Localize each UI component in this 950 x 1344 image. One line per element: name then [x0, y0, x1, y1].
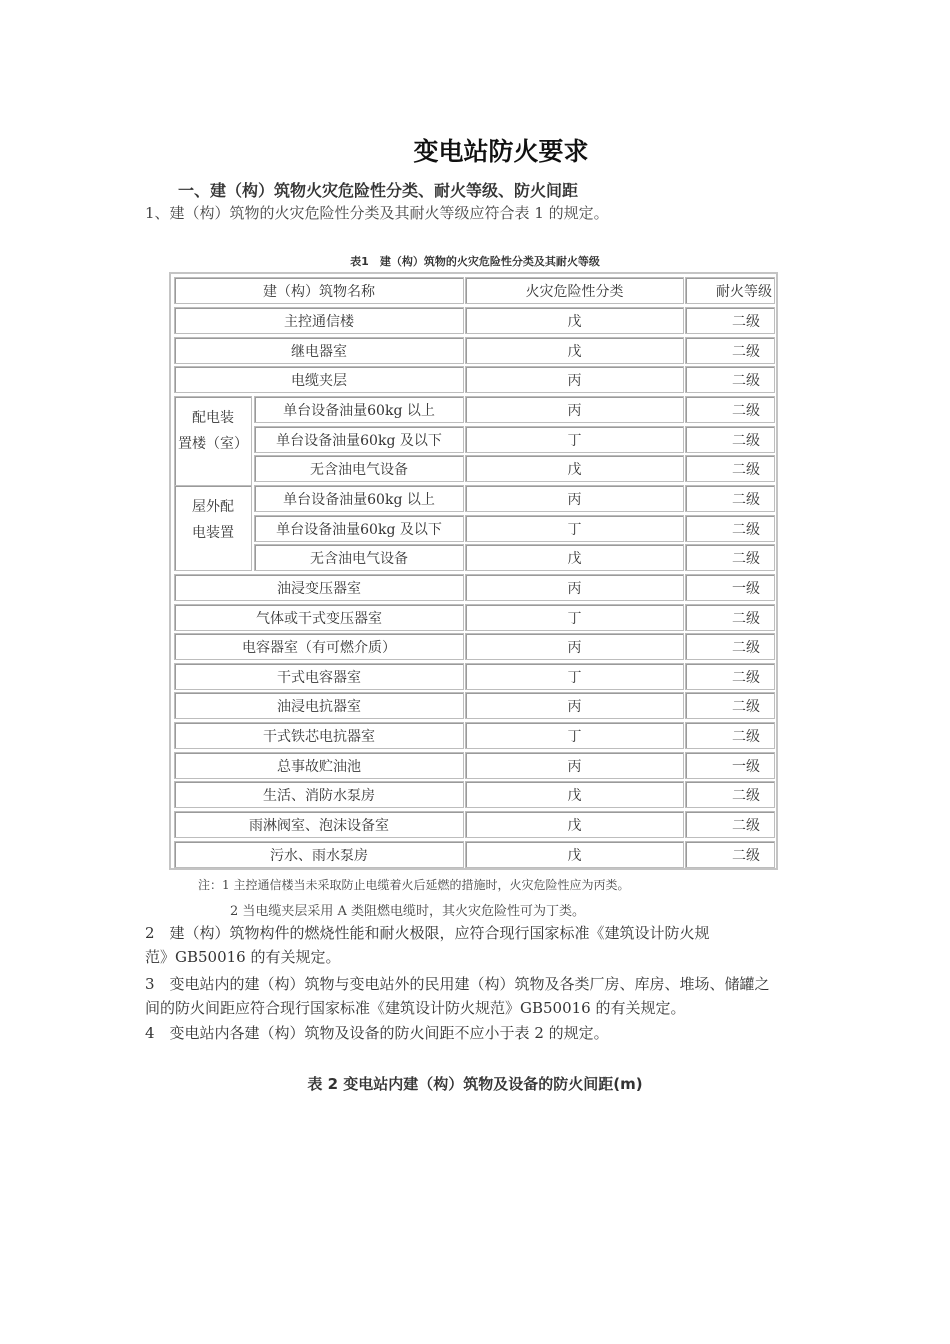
table-cell-category: 丁: [465, 722, 684, 749]
table-cell-grade: 二级: [685, 811, 775, 838]
table-cell-category: 戊: [465, 307, 684, 334]
table-cell-name: 干式电容器室: [174, 663, 464, 690]
table-cell-grade: 二级: [685, 604, 775, 631]
table-cell-grade: 二级: [685, 544, 775, 571]
table-cell-grade: 二级: [685, 692, 775, 719]
table-cell-name: 油浸变压器室: [174, 574, 464, 601]
table-cell-category: 丙: [465, 396, 684, 423]
table1-caption: 表1 建（构）筑物的火灾危险性分类及其耐火等级: [350, 255, 600, 268]
table-cell-category: 丙: [465, 633, 684, 660]
table-cell-grade: 二级: [685, 396, 775, 423]
table-cell-category: 丙: [465, 485, 684, 512]
table-cell-category: 丁: [465, 426, 684, 453]
table-header-grade: 耐火等级: [685, 277, 775, 304]
table-cell-grade: 二级: [685, 722, 775, 749]
paragraph-3-line2: 间的防火间距应符合现行国家标准《建筑设计防火规范》GB50016 的有关规定。: [145, 999, 686, 1017]
table-cell-name: 电容器室（有可燃介质）: [174, 633, 464, 660]
table-cell-grade: 二级: [685, 337, 775, 364]
table-cell-name: 单台设备油量60kg 及以下: [254, 515, 464, 542]
table-cell-category: 丙: [465, 692, 684, 719]
table-group-outdoor-distribution: [174, 485, 252, 571]
group-label-line2: 电装置: [192, 525, 234, 541]
table-header-category: 火灾危险性分类: [465, 277, 684, 304]
group-label-line1: 配电装: [192, 410, 234, 426]
table-cell-name: 无含油电气设备: [254, 455, 464, 482]
page-title: 变电站防火要求: [413, 137, 589, 166]
table-cell-grade: 二级: [685, 485, 775, 512]
table-cell-grade: 二级: [685, 515, 775, 542]
paragraph-4: 4 变电站内各建（构）筑物及设备的防火间距不应小于表 2 的规定。: [145, 1024, 609, 1042]
table-cell-category: 丁: [465, 604, 684, 631]
table-cell-name: 雨淋阀室、泡沫设备室: [174, 811, 464, 838]
table-cell-grade: 二级: [685, 366, 775, 393]
table-cell-name: 电缆夹层: [174, 366, 464, 393]
table2-caption: 表 2 变电站内建（构）筑物及设备的防火间距(m): [307, 1075, 643, 1093]
table-cell-grade: 二级: [685, 633, 775, 660]
table-cell-grade: 二级: [685, 455, 775, 482]
table-note-2: 2 当电缆夹层采用 A 类阻燃电缆时，其火灾危险性可为丁类。: [230, 904, 586, 919]
table-cell-name: 单台设备油量60kg 及以下: [254, 426, 464, 453]
table-cell-grade: 二级: [685, 841, 775, 868]
table-cell-category: 丙: [465, 574, 684, 601]
table-note-1: 注：1 主控通信楼当未采取防止电缆着火后延燃的措施时，火灾危险性应为丙类。: [198, 878, 630, 892]
table-cell-name: 污水、雨水泵房: [174, 841, 464, 868]
table-cell-name: 干式铁芯电抗器室: [174, 722, 464, 749]
paragraph-3-line1: 3 变电站内的建（构）筑物与变电站外的民用建（构）筑物及各类厂房、库房、堆场、储罐之: [145, 975, 770, 993]
table-cell-category: 戊: [465, 781, 684, 808]
table-cell-grade: 二级: [685, 781, 775, 808]
table-cell-grade: 二级: [685, 307, 775, 334]
paragraph-2-line1: 2 建（构）筑物构件的燃烧性能和耐火极限，应符合现行国家标准《建筑设计防火规: [145, 924, 710, 942]
table-cell-category: 丁: [465, 515, 684, 542]
table-cell-name: 单台设备油量60kg 以上: [254, 396, 464, 423]
paragraph-1: 1、建（构）筑物的火灾危险性分类及其耐火等级应符合表 1 的规定。: [145, 204, 609, 222]
table-cell-name: 无含油电气设备: [254, 544, 464, 571]
table-cell-category: 丁: [465, 663, 684, 690]
table-cell-category: 戊: [465, 337, 684, 364]
table-cell-category: 戊: [465, 455, 684, 482]
group-label-line2: 置楼（室）: [178, 436, 248, 452]
table-cell-grade: 二级: [685, 426, 775, 453]
table-cell-category: 戊: [465, 811, 684, 838]
paragraph-2-line2: 范》GB50016 的有关规定。: [145, 948, 341, 966]
table-cell-name: 气体或干式变压器室: [174, 604, 464, 631]
table-cell-name: 继电器室: [174, 337, 464, 364]
table-cell-grade: 一级: [685, 752, 775, 779]
table-cell-name: 生活、消防水泵房: [174, 781, 464, 808]
table-cell-category: 丙: [465, 752, 684, 779]
group-label-line1: 屋外配: [192, 499, 234, 515]
table-cell-name: 总事故贮油池: [174, 752, 464, 779]
table-header-name: 建（构）筑物名称: [174, 277, 464, 304]
table-cell-name: 油浸电抗器室: [174, 692, 464, 719]
table-cell-category: 戊: [465, 544, 684, 571]
table-cell-category: 戊: [465, 841, 684, 868]
table-cell-grade: 一级: [685, 574, 775, 601]
table-cell-grade: 二级: [685, 663, 775, 690]
section-heading: 一、建（构）筑物火灾危险性分类、耐火等级、防火间距: [178, 181, 579, 200]
table-cell-category: 丙: [465, 366, 684, 393]
table-cell-name: 单台设备油量60kg 以上: [254, 485, 464, 512]
table-cell-name: 主控通信楼: [174, 307, 464, 334]
